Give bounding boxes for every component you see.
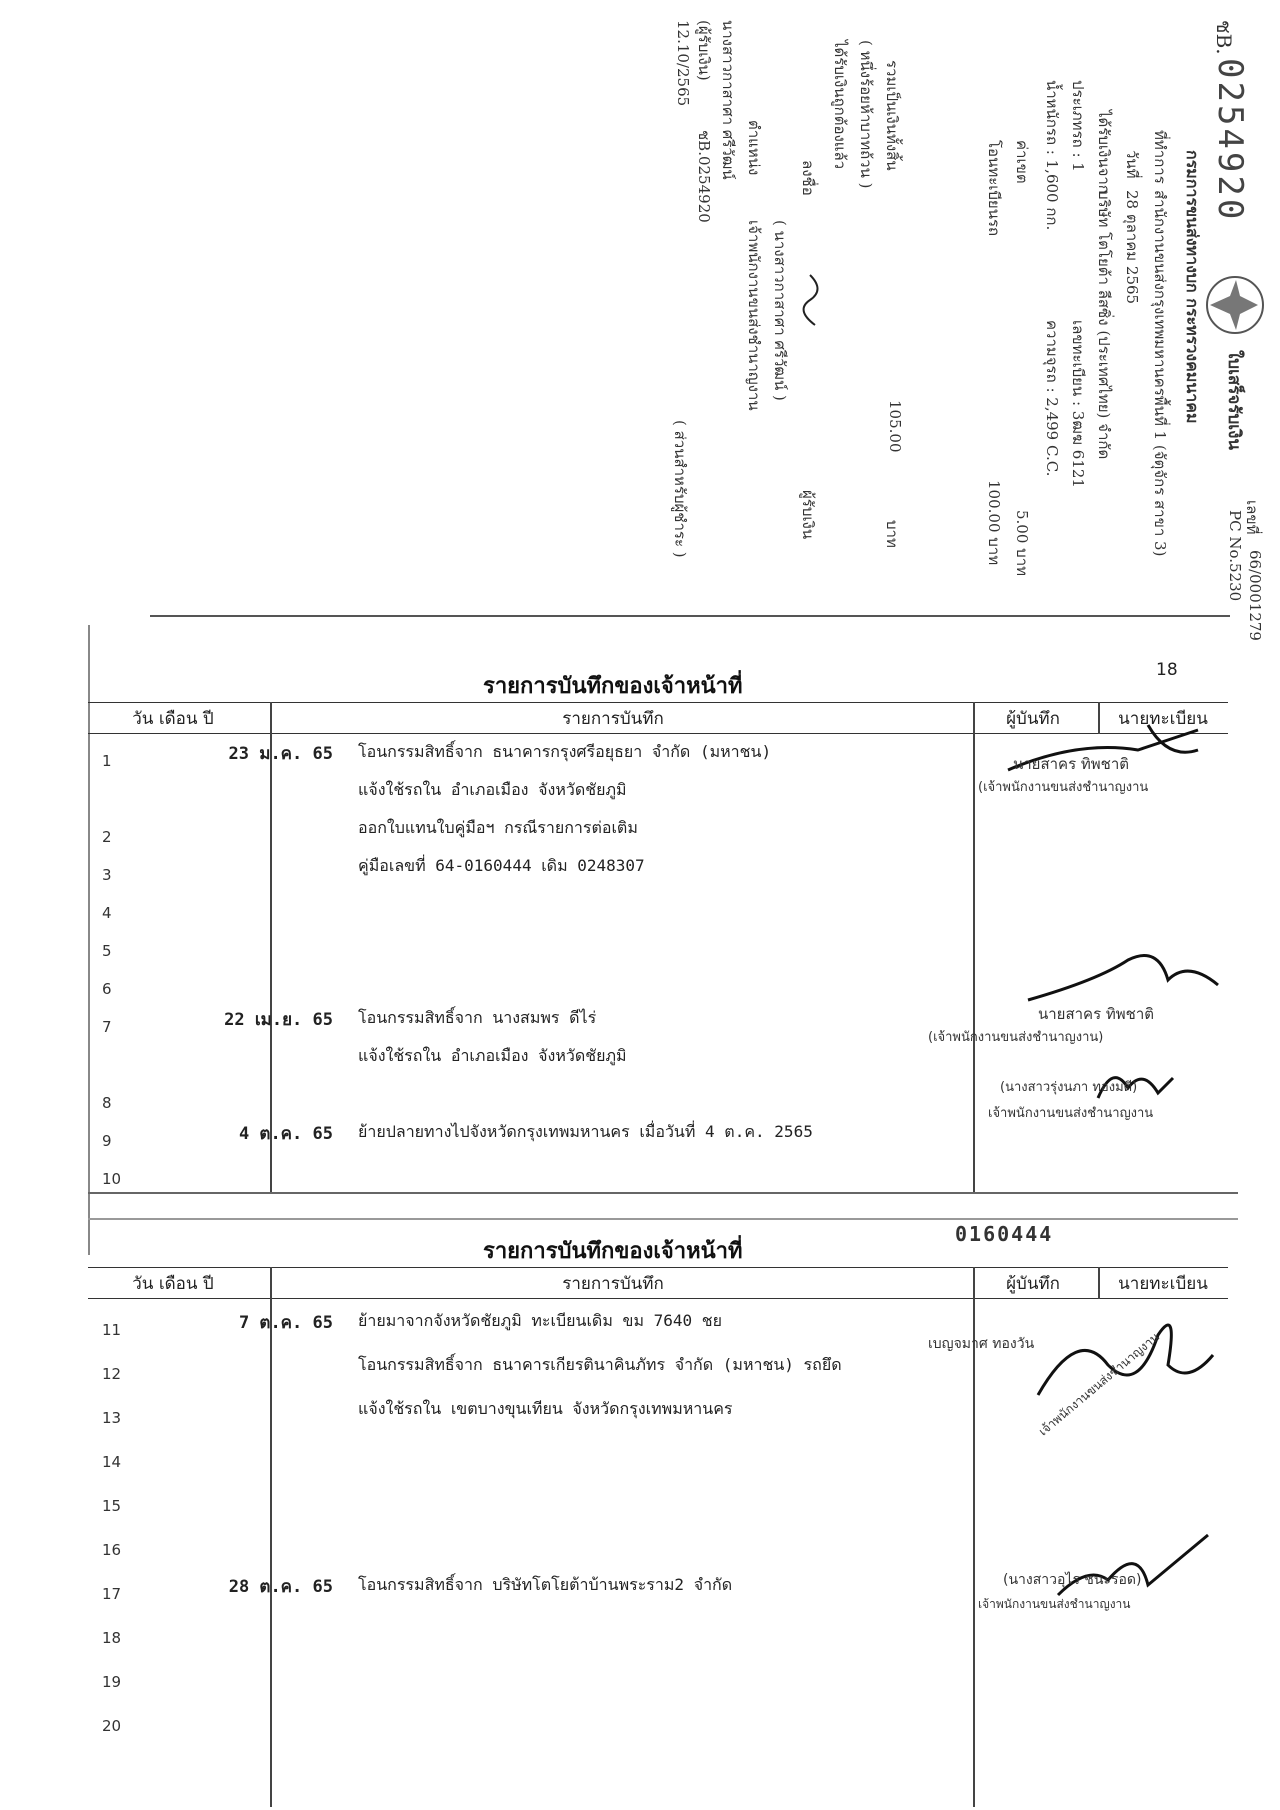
row-entry-text: โอนกรรมสิทธิ์จาก ธนาคารกรุงศรีอยุธยา จำกัด (มหาชน) [358, 742, 772, 761]
row-number: 11 [102, 1321, 122, 1339]
row-number: 13 [102, 1409, 122, 1427]
receipt-payee-name: ( นางสาวกาสาศา ศรีวัฒน์ ) [771, 220, 789, 401]
sheet1-recorder-1-title: (เจ้าพนักงานขนส่งชำนาญงาน [978, 780, 1149, 795]
row-number: 20 [102, 1717, 122, 1735]
row-entry-text: ย้ายปลายทางไปจังหวัดกรุงเทพมหานคร เมื่อวันที่ 4 ต.ค. 2565 [358, 1122, 813, 1141]
sheet1-header-registrar: นายทะเบียน [1098, 703, 1228, 734]
row-number: 1 [102, 752, 112, 770]
receipt-fee-label: ค่าเขต [1013, 140, 1031, 184]
row-date: 23 ม.ค. 65 [228, 744, 333, 764]
row-entry-text: ออกใบแทนใบคู่มือฯ กรณีรายการต่อเติม [358, 818, 638, 837]
row-entry-text: แจ้งใช้รถใน อำเภอเมือง จังหวัดชัยภูมิ [358, 1046, 627, 1065]
row-number: 7 [102, 1018, 112, 1036]
log-row [88, 1657, 1228, 1697]
receipt-received-from-value: บริษัท โตโยต้า ลีสซิ่ง (ประเทศไทย) จำกัด [1095, 190, 1113, 460]
row-entry-text: โอนกรรมสิทธิ์จาก นางสมพร ดีไร่ [358, 1008, 597, 1027]
sheet1-signature-2 [1008, 940, 1228, 1010]
row-number: 10 [102, 1170, 122, 1188]
partial-handbook-number: 0160444 [955, 1222, 1054, 1246]
receipt-date-value: 28 ตุลาคม 2565 [1123, 190, 1141, 305]
row-number: 19 [102, 1673, 122, 1691]
log-row [88, 812, 1228, 852]
log-row [88, 1437, 1228, 1477]
receipt-department: กรมการขนส่งทางบก กระทรวงคมนาคม [1183, 150, 1202, 424]
receipt-total-value: 105.00 [886, 400, 904, 453]
log-row [88, 1613, 1228, 1653]
row-number: 3 [102, 866, 112, 884]
receipt-transfer-label: โอนทะเบียนรถ [985, 140, 1003, 237]
receipt-vehicle-type: ประเภทรถ : 1 [1069, 80, 1087, 172]
receipt [40, 20, 1264, 641]
sheet2-recorder-2-title: เจ้าพนักงานขนส่งชำนาญงาน [978, 1597, 1131, 1611]
receipt-signature [790, 270, 830, 330]
receipt-position-label: ตำแหน่ง [745, 120, 763, 176]
receipt-fee-value: 5.00 บาท [1013, 510, 1031, 576]
receipt-transfer-value: 100.00 บาท [985, 480, 1003, 566]
receipt-sign-label: ลงชื่อ [799, 160, 817, 196]
row-number: 17 [102, 1585, 122, 1603]
row-entry-text: คู่มือเลขที่ 64-0160444 เดิม 0248307 [358, 856, 645, 875]
sheet2-recorder-1-name: เบญจมาศ ทองวัน [928, 1336, 1035, 1352]
receipt-number-label: เลขที่ [1243, 500, 1261, 535]
row-number: 14 [102, 1453, 122, 1471]
sheet2-header-recorder: ผู้บันทึก [968, 1268, 1098, 1299]
log-sheet-2 [88, 1225, 1228, 1805]
receipt-total-label: รวมเป็นเงินทั้งสิ้น [883, 60, 901, 171]
receipt-footer-date: 12.10/2565 [674, 20, 692, 107]
row-number: 6 [102, 980, 112, 998]
row-date: 4 ต.ค. 65 [238, 1124, 333, 1144]
sheet1-recorder-3-name: (นางสาวรุ่งนภา ทองมดี) [1000, 1080, 1138, 1095]
sheet2-header-entry: รายการบันทึก [258, 1268, 968, 1299]
row-entry-text: โอนกรรมสิทธิ์จาก บริษัทโตโยต้าบ้านพระราม2 จำกัด [358, 1575, 733, 1594]
sheet2-title: รายการบันทึกของเจ้าหน้าที่ [483, 1239, 743, 1264]
sheet1-page-number: 18 [1156, 660, 1178, 680]
receipt-cashier-label: (ผู้รับเงิน) [695, 20, 713, 81]
sheet1-title: รายการบันทึกของเจ้าหน้าที่ [483, 674, 743, 699]
receipt-position-value: เจ้าพนักงานขนส่งชำนาญงาน [745, 220, 763, 411]
row-date: 22 เม.ย. 65 [224, 1010, 333, 1030]
row-number: 2 [102, 828, 112, 846]
receipt-bottom-edge [150, 615, 1230, 617]
row-number: 8 [102, 1094, 112, 1112]
sheet1-header-entry: รายการบันทึก [258, 703, 968, 734]
receipt-received-from-label: ได้รับเงินจาก [1095, 110, 1113, 194]
receipt-serial: 0254920 [1210, 58, 1250, 223]
row-date: 7 ต.ค. 65 [238, 1313, 333, 1333]
receipt-date-label: วันที่ [1123, 150, 1141, 179]
receipt-checked: ได้รับเงินถูกต้องแล้ว [831, 40, 849, 170]
sheet2-recorder-2-name: (นางสาวอุไร ชนะรอด) [1003, 1572, 1142, 1588]
receipt-serial-prefix: ชB. [1212, 20, 1236, 55]
sheet1-recorder-2-name: นายสาคร ทิพชาติ [1038, 1005, 1155, 1023]
receipt-office-label: ที่ทำการ [1151, 130, 1169, 184]
sheet1-header-date: วัน เดือน ปี [88, 703, 258, 734]
sheet1-recorder-1-name: นายสาคร ทิพชาติ [1013, 755, 1130, 773]
row-number: 12 [102, 1365, 122, 1383]
sheet1-recorder-3-title: เจ้าพนักงานขนส่งชำนาญงาน [988, 1106, 1154, 1121]
row-entry-text: แจ้งใช้รถใน อำเภอเมือง จังหวัดชัยภูมิ [358, 780, 627, 799]
receipt-total-words: ( หนึ่งร้อยห้าบาทถ้วน ) [857, 40, 875, 189]
sheet2-signature-2 [1048, 1525, 1218, 1605]
log-row [88, 888, 1228, 928]
log-sheet-1 [88, 640, 1228, 1200]
row-number: 5 [102, 942, 112, 960]
receipt-engine: ความจุรถ : 2,499 C.C. [1043, 320, 1061, 477]
sheet2-col-divider [1098, 1267, 1100, 1299]
sheet2-header-date: วัน เดือน ปี [88, 1268, 258, 1299]
row-number: 9 [102, 1132, 112, 1150]
sheet2-header-table [88, 1267, 1228, 1299]
sheet2-recorder-1-title: เจ้าพนักงานขนส่งชำนาญงาน [1036, 1329, 1162, 1439]
row-entry-text: โอนกรรมสิทธิ์จาก ธนาคารเกียรตินาคินภัทร จำกัด (มหาชน) รถยึด [358, 1355, 842, 1374]
row-date: 28 ต.ค. 65 [228, 1577, 333, 1597]
row-number: 16 [102, 1541, 122, 1559]
row-number: 18 [102, 1629, 122, 1647]
receipt-pc-no: PC No.5230 [1226, 510, 1244, 602]
receipt-note: ( ส่วนสำหรับผู้ชำระ ) [671, 420, 689, 558]
receipt-plate: เลขทะเบียน : 3ฒฆ 6121 [1069, 320, 1087, 488]
log-row [88, 1701, 1228, 1741]
sheet2-header-registrar: นายทะเบียน [1098, 1268, 1228, 1299]
sheet-cut-line [88, 1218, 1238, 1220]
receipt-doc-title: ใบเสร็จรับเงิน [1224, 350, 1244, 451]
receipt-weight: น้ำหนักรถ : 1,600 กก. [1043, 80, 1061, 231]
receipt-payee-label: ผู้รับเงิน [799, 490, 817, 540]
receipt-total-unit: บาท [883, 520, 901, 548]
receipt-office-value: สำนักงานขนส่งกรุงเทพมหานครพื้นที่ 1 (จัตุจักร สาขา 3) [1151, 190, 1169, 557]
row-number: 4 [102, 904, 112, 922]
receipt-cashier-name: นางสาวกาสาศา ศรีวัฒน์ [719, 20, 737, 180]
row-number: 15 [102, 1497, 122, 1515]
log-row [88, 850, 1228, 890]
receipt-cashier-code: ชB.0254920 [695, 130, 713, 223]
garuda-emblem-icon [1200, 270, 1270, 340]
receipt-number-value: 66/0001279 [1246, 550, 1264, 641]
log-row [88, 1154, 1228, 1194]
row-entry-text: แจ้งใช้รถใน เขตบางขุนเทียน จังหวัดกรุงเทพมหานคร [358, 1399, 733, 1418]
sheet1-recorder-2-title: (เจ้าพนักงานขนส่งชำนาญงาน) [928, 1030, 1104, 1045]
sheet1-header-recorder: ผู้บันทึก [968, 703, 1098, 734]
sheet-cut-line [88, 1192, 1238, 1194]
log-row [88, 1481, 1228, 1521]
row-entry-text: ย้ายมาจากจังหวัดชัยภูมิ ทะเบียนเดิม ขม 7640 ชย [358, 1311, 723, 1330]
